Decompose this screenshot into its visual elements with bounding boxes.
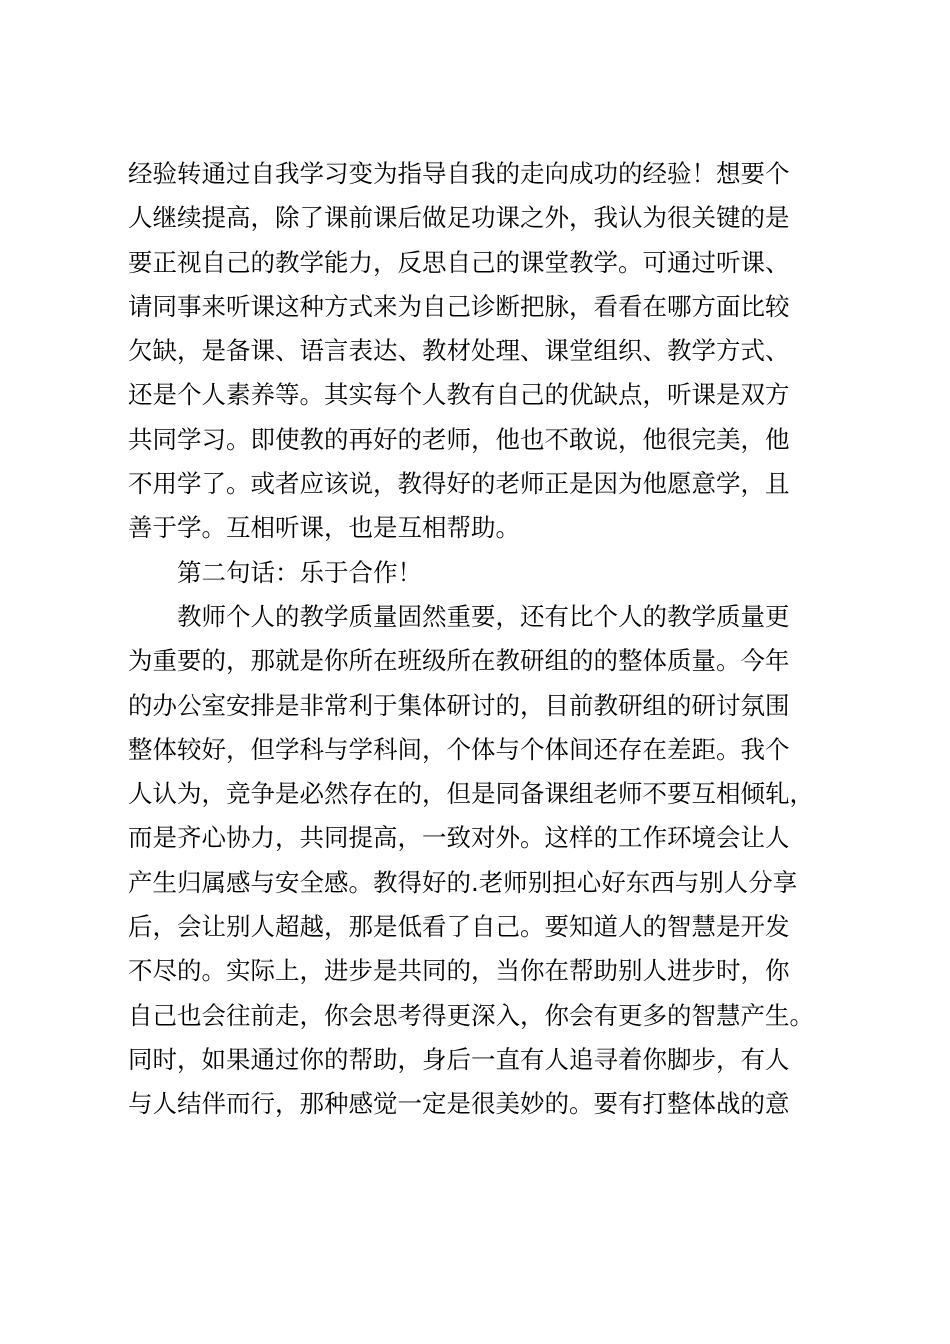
text-line: 共同学习。即使教的再好的老师，他也不敢说，他很完美，他 xyxy=(128,424,790,454)
text-line: 不尽的。实际上，进步是共同的，当你在帮助别人进步时，你 xyxy=(128,956,790,986)
text-line: 而是齐心协力，共同提高，一致对外。这样的工作环境会让人 xyxy=(128,823,790,853)
text-line: 与人结伴而行，那种感觉一定是很美妙的。要有打整体战的意 xyxy=(128,1089,790,1119)
text-line: 整体较好，但学科与学科间，个体与个体间还存在差距。我个 xyxy=(128,734,790,764)
text-line: 后，会让别人超越，那是低看了自己。要知道人的智慧是开发 xyxy=(128,912,790,942)
text-line: 产生归属感与安全感。教得好的.老师别担心好东西与别人分享 xyxy=(128,867,798,897)
text-line: 请同事来听课这种方式来为自己诊断把脉，看看在哪方面比较 xyxy=(128,291,790,321)
text-line: 同时，如果通过你的帮助，身后一直有人追寻着你脚步，有人 xyxy=(128,1044,790,1074)
text-line: 为重要的，那就是你所在班级所在教研组的的整体质量。今年 xyxy=(128,646,790,676)
text-line: 还是个人素养等。其实每个人教有自己的优缺点，听课是双方 xyxy=(128,380,790,410)
body-text xyxy=(128,152,840,1127)
text-line: 善于学。互相听课，也是互相帮助。 xyxy=(128,513,520,543)
text-line: 欠缺，是备课、语言表达、教材处理、课堂组织、教学方式、 xyxy=(128,336,790,366)
text-line: 人认为，竞争是必然存在的，但是同备课组老师不要互相倾轧， xyxy=(128,779,814,809)
text-line: 经验转通过自我学习变为指导自我的走向成功的经验！想要个 xyxy=(128,159,790,188)
text-line: 的办公室安排是非常利于集体研讨的，目前教研组的研讨氛围 xyxy=(128,690,790,720)
text-line: 教师个人的教学质量固然重要，还有比个人的教学质量更 xyxy=(128,601,790,631)
text-line: 人继续提高，除了课前课后做足功课之外，我认为很关键的是 xyxy=(128,203,790,233)
section-heading: 第二句话：乐于合作！ xyxy=(128,557,422,587)
text-line: 不用学了。或者应该说，教得好的老师正是因为他愿意学，且 xyxy=(128,469,790,499)
text-line: 自己也会往前走，你会思考得更深入，你会有更多的智慧产生。 xyxy=(128,1000,814,1030)
text-line: 要正视自己的教学能力，反思自己的课堂教学。可通过听课、 xyxy=(128,247,790,277)
